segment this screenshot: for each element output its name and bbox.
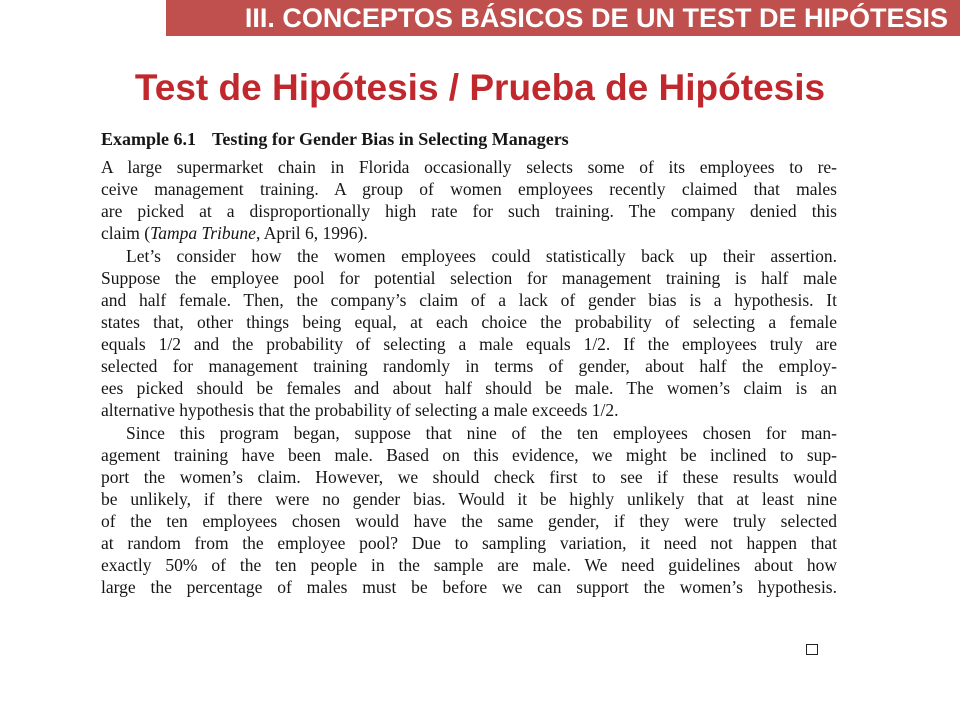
text-line: equals 1/2 and the probability of selecting a male equals 1/2. If the employees truly are bbox=[101, 334, 837, 354]
section-banner bbox=[166, 0, 960, 36]
text-line: large the percentage of males must be before we can support the women’s hypothesis. bbox=[101, 577, 837, 597]
text-line: ees picked should be females and about half should be male. The women’s claim is an bbox=[101, 378, 837, 398]
text-line: A large supermarket chain in Florida occasionally selects some of its employees to re- bbox=[101, 157, 837, 177]
text-line: Suppose the employee pool for potential selection for management training is half male bbox=[101, 268, 837, 288]
text-line: port the women’s claim. However, we should check first to see if these results would bbox=[101, 467, 837, 487]
text-line: exactly 50% of the ten people in the sample are male. We need guidelines about how bbox=[101, 555, 837, 575]
source-name: Tampa Tribune bbox=[150, 223, 256, 243]
text-line: alternative hypothesis that the probability of selecting a male exceeds 1/2. bbox=[101, 400, 619, 420]
slide-title: Test de Hipótesis / Prueba de Hipótesis bbox=[134, 67, 826, 108]
text-line: at random from the employee pool? Due to sampling variation, it need not happen that bbox=[101, 533, 837, 553]
section-banner-title: III. CONCEPTOS BÁSICOS DE UN TEST DE HIPÓTESIS bbox=[244, 3, 948, 33]
text-line: and half female. Then, the company’s claim of a lack of gender bias is a hypothesis. It bbox=[101, 290, 837, 310]
textbook-excerpt bbox=[78, 118, 868, 666]
text-line: are picked at a disproportionally high rate for such training. The company denied this bbox=[101, 201, 837, 221]
text-line: be unlikely, if there were no gender bias. Would it be highly unlikely that at least nine bbox=[101, 489, 837, 509]
example-label: Example 6.1 bbox=[101, 129, 197, 149]
example-title: Testing for Gender Bias in Selecting Managers bbox=[212, 129, 569, 149]
text-line: Since this program began, suppose that nine of the ten employees chosen for man- bbox=[126, 423, 837, 443]
text-line: selected for management training randomly in terms of gender, about half the employ- bbox=[101, 356, 837, 376]
end-of-example-icon bbox=[806, 644, 818, 655]
text-line: claim (Tampa Tribune, April 6, 1996). bbox=[101, 223, 368, 243]
text-line: agement training have been male. Based on this evidence, we might be inclined to sup- bbox=[101, 445, 837, 465]
text-line: states that, other things being equal, at each choice the probability of selecting a female bbox=[101, 312, 837, 332]
example-heading bbox=[101, 128, 569, 150]
text-line: ceive management training. A group of women employees recently claimed that males bbox=[101, 179, 837, 199]
text-line: Let’s consider how the women employees could statistically back up their assertion. bbox=[126, 246, 837, 266]
text-line: of the ten employees chosen would have the same gender, if they were truly selected bbox=[101, 511, 837, 531]
